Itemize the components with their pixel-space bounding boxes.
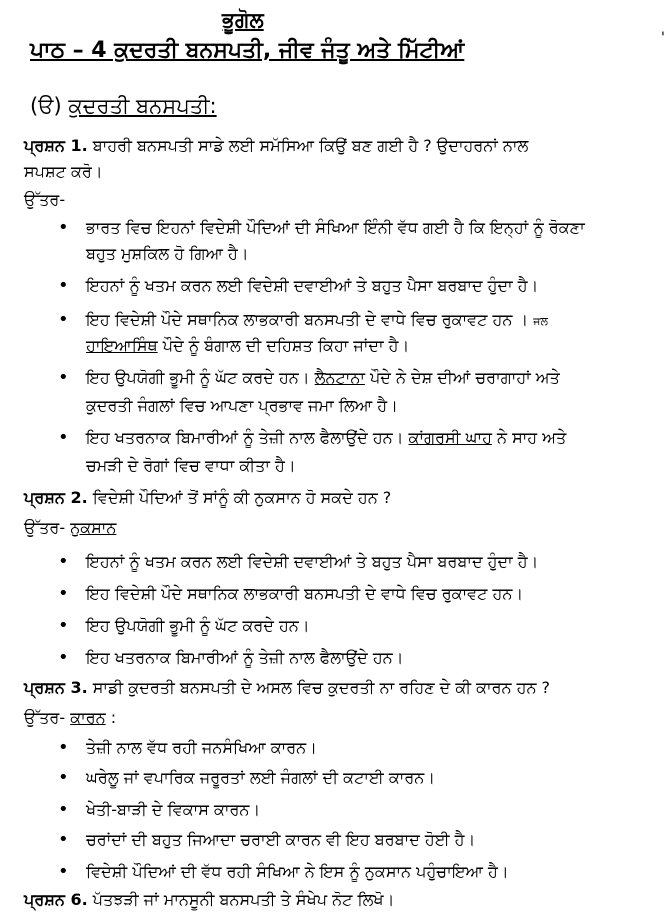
list-item: • ਖੇਤੀ-ਬਾੜੀ ਦੇ ਵਿਕਾਸ ਕਾਰਨ।: [86, 800, 260, 820]
list-item-text: ਇਹ ਉਪਯੋਗੀ ਭੂਮੀ ਨੂੰ ਘੱਟ ਕਰਦੇ ਹਨ।: [86, 368, 315, 387]
answer-label: ਉੱਤਰ-: [24, 190, 66, 209]
list-item-text: ਇਹ ਖਤਰਨਾਕ ਬਿਮਾਰੀਆਂ ਨੂੰ ਤੇਜ਼ੀ ਨਾਲ ਫੈਲਾਉਂਦੇ ਹਨ।: [86, 428, 409, 447]
answer-prefix: ਉੱਤਰ-: [24, 518, 66, 537]
question-6: [24, 890, 394, 910]
section-prefix: (ੳ): [30, 94, 62, 118]
list-item-continued: ਕੁਦਰਤੀ ਜੰਗਲਾਂ ਵਿਚ ਆਪਣਾ ਪ੍ਰਭਾਵ ਜਮਾ ਲਿਆ ਹੈ।: [86, 396, 398, 415]
list-item-continued: ਚਮੜੀ ਦੇ ਰੋਗਾਂ ਵਿਚ ਵਾਧਾ ਕੀਤਾ ਹੈ।: [86, 456, 296, 475]
list-item-text: ਪੌਦੇ ਨੇ ਦੇਸ਼ ਦੀਆਂ ਚਰਾਗਾਹਾਂ ਅਤੇ: [364, 368, 560, 387]
question-3: [24, 678, 550, 698]
list-item: • ਘਰੇਲੂ ਜਾਂ ਵਪਾਰਿਕ ਜਰੂਰਤਾਂ ਲਈ ਜੰਗਲਾਂ ਦੀ ਕਟਾਈ ਕਾਰਨ।: [86, 768, 435, 788]
question-text: ਸਾਡੀ ਕੁਦਰਤੀ ਬਨਸਪਤੀ ਦੇ ਅਸਲ ਵਿਚ ਕੁਦਰਤੀ ਨਾ ਰਹਿਣ ਦੇ ਕੀ ਕਾਰਨ ਹਨ ?: [92, 678, 551, 697]
question-1-line-2: ਸਪਸ਼ਟ ਕਰੋ।: [24, 162, 103, 181]
corner-mark: ': [661, 30, 665, 46]
question-2: [24, 488, 391, 508]
list-item: • ਤੇਜ਼ੀ ਨਾਲ ਵੱਧ ਰਹੀ ਜਨਸੰਖਿਆ ਕਾਰਨ।: [86, 738, 317, 758]
list-item-small-text: ਜਲ: [533, 315, 548, 328]
page-title: ਭੂਗੋਲ: [222, 8, 264, 32]
question-text: ਬਾਹਰੀ ਬਨਸਪਤੀ ਸਾਡੇ ਲਈ ਸਮੱਸਿਆ ਕਿਉਂ ਬਣ ਗਈ ਹੈ ? ਉਦਾਹਰਨਾਂ ਨਾਲ: [92, 136, 529, 155]
list-item: • ਇਹ ਵਿਦੇਸ਼ੀ ਪੌਦੇ ਸਥਾਨਿਕ ਲਾਭਕਾਰੀ ਬਨਸਪਤੀ ਦੇ ਵਾਧੇ ਵਿਚ ਰੁਕਾਵਟ ਹਨ।: [86, 584, 523, 604]
question-text: ਵਿਦੇਸ਼ੀ ਪੌਦਿਆਂ ਤੋਂ ਸਾਂਨੂੰ ਕੀ ਨੁਕਸਾਨ ਹੋ ਸਕਦੇ ਹਨ ?: [92, 488, 392, 507]
list-item-text: ਨੇ ਸਾਹ ਅਤੇ: [491, 428, 567, 447]
list-item: • ਭਾਰਤ ਵਿਚ ਇਹਨਾਂ ਵਿਦੇਸ਼ੀ ਪੌਦਿਆਂ ਦੀ ਸੰਖਿਆ ਇੰਨੀ ਵੱਧ ਗਈ ਹੈ ਕਿ ਇਨ੍ਹਾਂ ਨੂੰ ਰੋਕਣਾ: [86, 218, 585, 238]
list-item: • ਇਹ ਉਪਯੋਗੀ ਭੂਮੀ ਨੂੰ ਘੱਟ ਕਰਦੇ ਹਨ।: [86, 616, 310, 636]
answer-heading: ਨੁਕਸਾਨ: [70, 518, 117, 537]
list-item: • ਇਹਨਾਂ ਨੂੰ ਖਤਮ ਕਰਨ ਲਈ ਵਿਦੇਸ਼ੀ ਦਵਾਈਆਂ ਤੇ ਬਹੁਤ ਪੈਸਾ ਬਰਬਾਦ ਹੁੰਦਾ ਹੈ।: [86, 552, 538, 572]
list-item: • ਚਰਾਂਦਾਂ ਦੀ ਬਹੁਤ ਜਿਆਦਾ ਚਰਾਈ ਕਾਰਨ ਵੀ ਇਹ ਬਰਬਾਦ ਹੋਈ ਹੈ।: [86, 830, 475, 850]
list-item: • ਇਹਨਾਂ ਨੂੰ ਖਤਮ ਕਰਨ ਲਈ ਵਿਦੇਸ਼ੀ ਦਵਾਈਆਂ ਤੇ ਬਹੁਤ ਪੈਸਾ ਬਰਬਾਦ ਹੁੰਦਾ ਹੈ।: [86, 276, 538, 296]
list-item: [86, 428, 566, 448]
answer-heading: ਕਾਰਨ: [70, 708, 106, 727]
list-item-text: ਪੌਦੇ ਨੂੰ ਬੰਗਾਲ ਦੀ ਦਹਿਸ਼ਤ ਕਿਹਾ ਜਾਂਦਾ ਹੈ।: [157, 336, 410, 355]
question-number: ਪ੍ਰਸ਼ਨ 6.: [24, 890, 88, 909]
list-item: • ਇਹ ਖਤਰਨਾਕ ਬਿਮਾਰੀਆਂ ਨੂੰ ਤੇਜ਼ੀ ਨਾਲ ਫੈਲਾਉਂਦੇ ਹਨ।: [86, 648, 403, 668]
question-number: ਪ੍ਰਸ਼ਨ 2.: [24, 488, 88, 507]
list-item-continued: ਬਹੁਤ ਮੁਸ਼ਕਿਲ ਹੋ ਗਿਆ ਹੈ।: [86, 244, 249, 263]
list-item: • ਵਿਦੇਸ਼ੀ ਪੌਦਿਆਂ ਦੀ ਵੱਧ ਰਹੀ ਸੰਖਿਆ ਨੇ ਇਸ ਨੂੰ ਨੁਕਸਾਨ ਪਹੁੰਚਾਇਆ ਹੈ।: [86, 862, 509, 882]
question-number: ਪ੍ਰਸ਼ਨ 3.: [24, 678, 88, 697]
question-1: [24, 136, 528, 156]
answer-prefix: ਉੱਤਰ-: [24, 708, 66, 727]
section-title: ਕੁਦਰਤੀ ਬਨਸਪਤੀ:: [68, 94, 217, 118]
chapter-title: ਪਾਠ – 4 ਕੁਦਰਤੀ ਬਨਸਪਤੀ, ਜੀਵ ਜੰਤੂ ਅਤੇ ਮਿੱਟੀਆਂ: [30, 38, 465, 63]
list-item-continued: [86, 336, 409, 356]
question-text: ਪੱਤਝੜੀ ਜਾਂ ਮਾਨਸੂਨੀ ਬਨਸਪਤੀ ਤੇ ਸੰਖੇਪ ਨੋਟ ਲਿਖੋ।: [92, 890, 395, 909]
answer-colon: :: [105, 708, 117, 727]
list-item: [86, 310, 548, 330]
plant-name: ਲੈਨਟਾਨਾ: [314, 368, 365, 387]
plant-name: ਹਾਇਆਸਿੰਥ: [86, 336, 158, 355]
list-item: [86, 368, 560, 388]
answer-label: [24, 708, 116, 728]
plant-name: ਕਾਂਗਰਸੀ ਘਾਹ: [408, 428, 492, 447]
answer-label: [24, 518, 116, 538]
list-item-text: ਇਹ ਵਿਦੇਸ਼ੀ ਪੌਦੇ ਸਥਾਨਿਕ ਲਾਭਕਾਰੀ ਬਨਸਪਤੀ ਦੇ ਵਾਧੇ ਵਿਚ ਰੁਕਾਵਟ ਹਨ ।: [86, 310, 529, 329]
section-heading: [30, 94, 217, 119]
question-number: ਪ੍ਰਸ਼ਨ 1.: [24, 136, 88, 155]
